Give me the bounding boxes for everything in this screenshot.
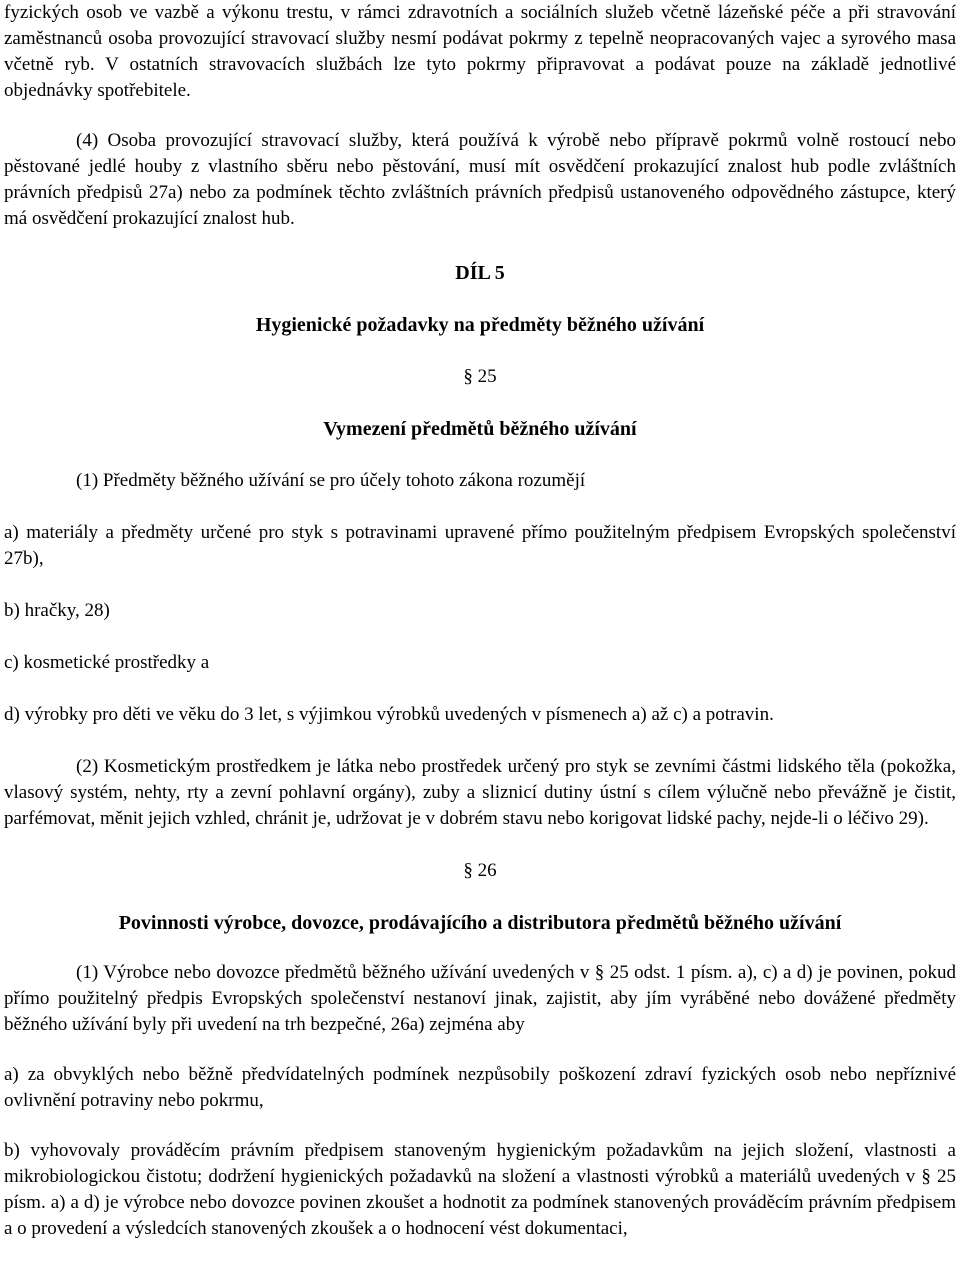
duty-item-b: b) vyhovovaly prováděcím právním předpisem stanoveným hygienickým požadavkům na jejich složení, vlastnosti a mikrobiologickou čistotu; dodržení hygienických požadavků na složení a vlastnosti výrobků a materiálů uvedených v § 25 písm. a) a d) je výrobce nebo dovozce povinen zkoušet a hodnotit za podmínek stanovených prováděcím právním předpisem a o provedení a výsledcích stanovených zkoušek a o hodnocení vést dokumentaci, (4, 1140, 956, 1239)
section-25-paragraph-1: (1) Předměty běžného užívání se pro účely tohoto zákona rozumějí (76, 470, 586, 491)
section-25-title: Vymezení předmětů běžného užívání (323, 418, 637, 440)
paragraph-intro-continuation: fyzických osob ve vazbě a výkonu trestu, v rámci zdravotních a sociálních služeb včetně lázeňské péče a při stravování zaměstnanců osoba provozující stravovací služby nesmí podávat pokrmy z tepelně neopracovaných vajec a syrového masa včetně ryb. V ostatních stravovacích službách lze tyto pokrmy připravovat a podávat pouze na základě jednotlivé objednávky spotřebitele. (4, 2, 956, 101)
section-26-number: § 26 (463, 860, 497, 881)
list-item-d: d) výrobky pro děti ve věku do 3 let, s výjimkou výrobků uvedených v písmenech a) až c) a potravin. (4, 704, 774, 725)
list-item-b: b) hračky, 28) (4, 600, 110, 621)
part-heading: DÍL 5 (455, 262, 505, 284)
list-item-c: c) kosmetické prostředky a (4, 652, 210, 673)
section-25-paragraph-2: (2) Kosmetickým prostředkem je látka nebo prostředek určený pro styk se zevními částmi lidského těla (pokožka, vlasový systém, nehty, rty a zevní pohlavní orgány), zuby a sliznicí dutiny ústní s cílem výlučně nebo převážně je čistit, parfémovat, měnit jejich vzhled, chránit je, udržovat je v dobrém stavu nebo korigovat lidské pachy, nejde-li o léčivo 29). (4, 756, 956, 829)
document-page (4, 0, 956, 1242)
duty-item-a: a) za obvyklých nebo běžně předvídatelných podmínek nezpůsobily poškození zdraví fyzických osob nebo nepříznivé ovlivnění potraviny nebo pokrmu, (4, 1064, 956, 1111)
part-title: Hygienické požadavky na předměty běžného užívání (255, 314, 705, 336)
paragraph-4-mushrooms: (4) Osoba provozující stravovací služby, která používá k výrobě nebo přípravě pokrmů volně rostoucí nebo pěstované jedlé houby z vlastního sběru nebo pěstování, musí mít osvědčení prokazující znalost hub podle zvláštních právních předpisů 27a) nebo za podmínek těchto zvláštních právních předpisů ustanoveného odpovědného zástupce, který má osvědčení prokazující znalost hub. (4, 130, 956, 229)
section-26-title: Povinnosti výrobce, dovozce, prodávajícího a distributora předmětů běžného užívání (118, 912, 842, 934)
section-25-number: § 25 (463, 366, 497, 387)
list-item-a: a) materiály a předměty určené pro styk s potravinami upravené přímo použitelným předpisem Evropských společenství 27b), (4, 522, 956, 569)
section-26-paragraph-1: (1) Výrobce nebo dovozce předmětů běžného užívání uvedených v § 25 odst. 1 písm. a), c) a d) je povinen, pokud přímo použitelný předpis Evropských společenství nestanoví jinak, zajistit, aby jím vyráběné nebo dovážené předměty běžného užívání byly při uvedení na trh bezpečné, 26a) zejména aby (4, 962, 956, 1035)
